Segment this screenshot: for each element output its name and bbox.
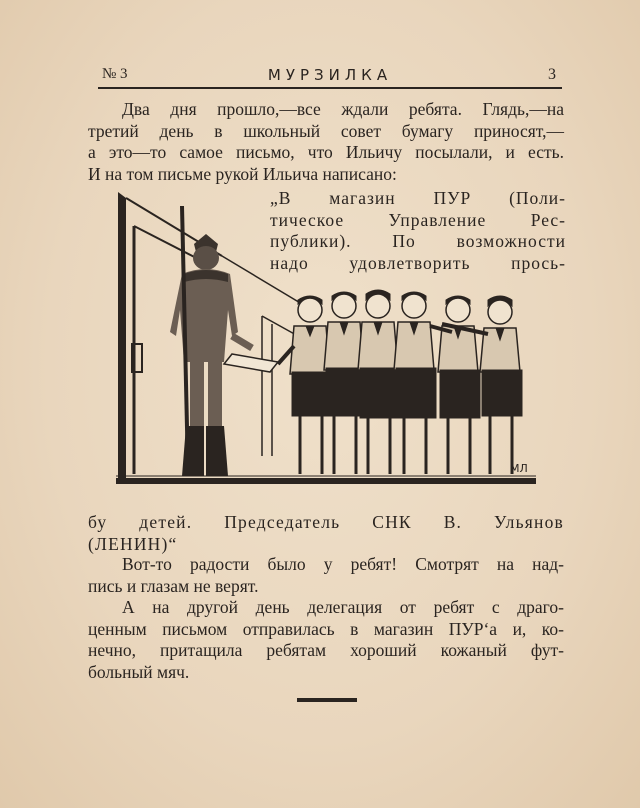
- artist-mark: МЛ: [510, 462, 528, 475]
- text-line: А на другой день делегация от ребят с драго-: [122, 597, 564, 617]
- text-line: И на том письме рукой Ильича написано:: [88, 163, 397, 184]
- text-line: пись и глазам не верят.: [88, 575, 259, 596]
- text-line: тическое Управление Рес-: [270, 209, 566, 230]
- magazine-title: МУРЗИЛКА: [267, 66, 393, 84]
- end-ornament-rule: [297, 698, 357, 702]
- text-line: (ЛЕНИН)“: [88, 533, 178, 554]
- text-line: а это—то самое письмо, что Ильичу посылали, и есть.: [88, 142, 564, 162]
- text-line: Вот-то радости было у ребят! Смотрят на над-: [122, 554, 564, 574]
- text-line: третий день в школьный совет бумагу приносят,—: [88, 120, 564, 141]
- paragraph-1: [88, 99, 564, 185]
- header-rule: [98, 87, 562, 89]
- text-line: больный мяч.: [88, 661, 190, 682]
- text-line: публики). По возможности: [270, 231, 566, 251]
- running-header: [98, 66, 562, 86]
- text-line: нечно, притащила ребятам хороший кожаный фут-: [88, 640, 564, 660]
- paragraph-4: [88, 597, 564, 683]
- lenin-note: [270, 188, 566, 274]
- text-line: бу детей. Председатель СНК В. Ульянов: [88, 512, 564, 532]
- text-line: ценным письмом отправилась в магазин ПУР‘а и, ко-: [88, 618, 564, 639]
- text-line: надо удовлетворить прось-: [270, 252, 566, 273]
- pioneer-group: [278, 290, 522, 474]
- lenin-signature: [88, 512, 564, 555]
- issue-number: № 3: [102, 66, 128, 82]
- text-line: „В магазин ПУР (Поли-: [270, 188, 566, 208]
- page-number: 3: [548, 66, 556, 83]
- paragraph-3: [88, 554, 564, 597]
- text-line: Два дня прошло,—все ждали ребята. Глядь,—на: [122, 99, 564, 119]
